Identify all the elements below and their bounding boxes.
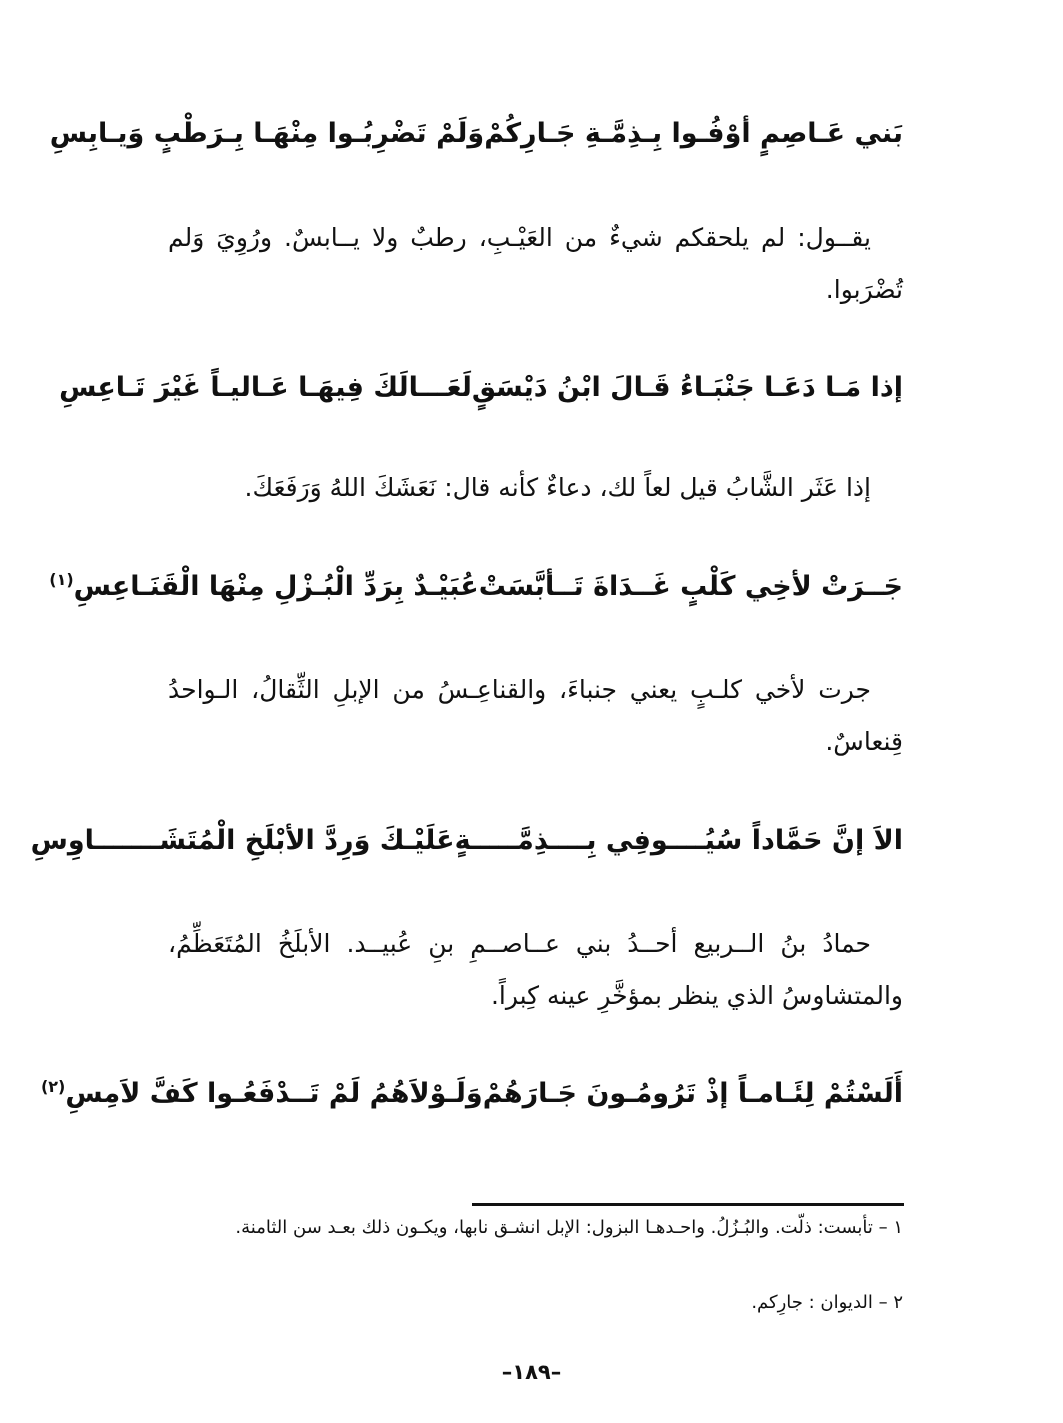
verse-5-second-text: وَلَـوْلاَهُمُ لَمْ تَــدْفَعُـوا كَفَّ لاَمِسِ <box>65 1078 483 1109</box>
footnote-separator <box>472 1203 904 1206</box>
commentary-paragraph-3 <box>168 664 903 768</box>
verse-3-second-hemistich <box>49 567 478 607</box>
commentary-3-text: جرت لأخي كلـبٍ يعني جنباءَ، والقناعِـسُ من الإبلِ الثِّقالُ، الـواحدُ قِنعاسٌ. <box>168 675 903 756</box>
verse-5-first-hemistich: أَلَسْتُمْ لِئَـامـاً إذْ تَرُومُـونَ جَـارَهُمْ <box>482 1078 903 1109</box>
poem-verse-2 <box>59 368 903 408</box>
poem-verse-5 <box>40 1074 903 1114</box>
footnote-ref-2: (٢) <box>40 1077 66 1096</box>
commentary-1-text: يقــول: لم يلحقكم شيءٌ من العَيْـبِ، رطبٌ ولا يــابسٌ. ورُوِيَ وَلم تُضْرَبوا. <box>168 223 903 304</box>
footnote-1: ١ – تأبست: ذلّت. والبُـزُلُ. واحـدهـا البزول: الإبل انشـق نابها، ويكـون ذلك بعـد سن الثامنة. <box>235 1217 903 1238</box>
verse-4-second-hemistich: عَلَيْـكَ وَرِدَّ الأبْلَخِ الْمُتَشَـــــــاوِسِ <box>30 825 455 856</box>
verse-2-first-hemistich: إذا مَـا دَعَـا جَنْبَـاءُ قَـالَ ابْنُ دَيْسَقٍ <box>471 372 903 403</box>
footnote-2: ٢ – الديوان : جارِكم. <box>751 1292 903 1313</box>
verse-2-second-hemistich: لَعَـــالَكَ فِيهَـا عَـاليـاً غَيْرَ تَـاعِسِ <box>59 372 472 403</box>
commentary-2-text: إذا عَثَر الشَّابُ قيل لعاً لك، دعاءٌ كأنه قال: نَعَشَكَ اللهُ وَرَفَعَكَ. <box>244 473 871 502</box>
commentary-paragraph-1 <box>168 212 903 316</box>
poem-verse-4 <box>30 821 903 861</box>
verse-1-second-hemistich: وَلَمْ تَضْرِبُـوا مِنْهَـا بِـرَطْبٍ وَيـابِسِ <box>49 118 485 149</box>
page-number: –١٨٩– <box>501 1360 562 1384</box>
poem-verse-3 <box>49 567 903 607</box>
poem-verse-1 <box>49 114 903 154</box>
commentary-4-text: حمادُ بنُ الــربيع أحــدُ بني عــاصــمِ بنِ عُبيــد. الأبلَخُ المُتَعَظِّمُ، والمتشاوسُ الذي ينظر بمؤخَّرِ عينه كِبراً. <box>168 929 903 1010</box>
verse-4-first-hemistich: الاَ إنَّ حَمَّاداً سُيُــــوفِي بِــــذِمَّـــــةٍ <box>454 825 903 856</box>
commentary-paragraph-2 <box>168 462 903 514</box>
footnote-ref-1: (١) <box>49 570 74 589</box>
commentary-paragraph-4 <box>168 918 903 1022</box>
verse-3-first-hemistich: جَــرَتْ لأخِي كَلْبٍ غَــدَاةَ تَــأبَّسَتْ <box>478 571 903 602</box>
verse-5-second-hemistich <box>41 1074 483 1114</box>
verse-3-second-text: عُبَيْـدٌ بِرَدِّ الْبُـزْلِ مِنْهَا الْقَنَـاعِسِ <box>73 571 479 602</box>
verse-1-first-hemistich: بَني عَـاصِمٍ أوْفُـوا بِـذِمَّـةِ جَـارِكُمْ <box>484 118 903 149</box>
